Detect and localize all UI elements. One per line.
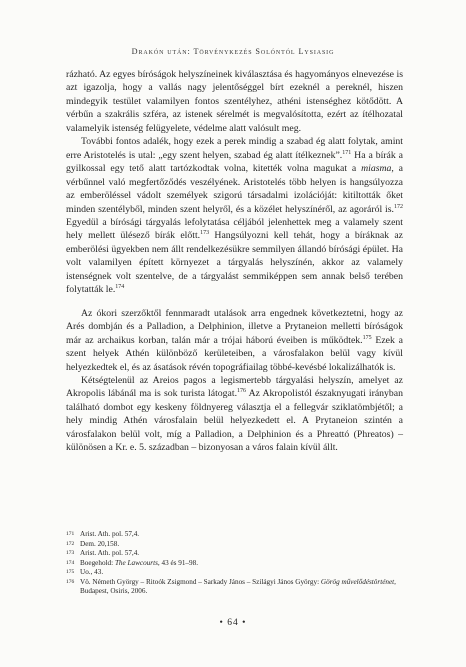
text-run: , 43 és 91–98. <box>157 558 199 567</box>
book-title: The Lawcourts <box>114 558 158 567</box>
footnote-number: 174 <box>66 559 75 566</box>
footnote-ref[interactable]: 175 <box>362 334 372 341</box>
footnote <box>66 559 403 569</box>
text-run: Ezek a szent helyek Athén különböző kerületeiben, a városfalakon belül vagy kívül helyezkedtek el, és az ásatások révén topográfiailag többé-kevésbé lokalizálhatók is. <box>66 334 403 373</box>
footnote <box>66 530 403 540</box>
body-text <box>66 68 403 455</box>
footnote-ref[interactable]: 174 <box>115 284 125 291</box>
footnote-text: Dem. 20,158. <box>80 539 120 548</box>
footnote <box>66 540 403 550</box>
text-run: , a vérbűnnel való megfertőződés veszélyének. Aristotelés több helyen is hangsúlyozza az emberöléssel vádolt személyek szigorú társadalmi izolációját: kitiltották őket minden szentélyből, minden szent helyről, és a közélet helyszínéről, az agoráról is. <box>66 163 404 215</box>
book-title: Görög művelődéstörténet <box>320 577 395 586</box>
paragraph: rázható. Az egyes bíróságok helyszíneinek kiválasztása és hagyományos elnevezése is azt igazolja, hogy a vallás nagy jelentőséggel bírt ezeknél a pereknél, hiszen mindegyik testület valamilyen fontos szentélyhez, athéni istenséghez kötődött. A vérbűn a szakrális szféra, az istenek sérelmét is megvalósította, ezért az ítélhozatal valamelyik istenség felügyelete, védelme alatt valósult meg. <box>66 69 403 134</box>
text-run: Boegehold: <box>80 558 115 567</box>
footnote-number: 171 <box>66 531 75 537</box>
running-head <box>0 47 466 56</box>
footnotes <box>66 530 403 597</box>
text-run: Hangsúlyozni kell tehát, hogy a bíráknak az emberölési ügyekben nem állt rendelkezésükre semmilyen állandó bírósági épület. Ha volt valamilyen épített környezet a tárgyalás helyszínén, akkor az valamely istenségnek volt szentelve, de a tárgyalást semmiképpen sem annak belső terében folytatták le. <box>66 230 403 296</box>
footnote-number: 176 <box>66 578 75 585</box>
running-head-text: Drakón után: Törvénykezés Solóntól Lysiasig <box>131 47 335 56</box>
footnote-ref[interactable]: 171 <box>342 149 352 156</box>
paragraph <box>66 374 403 455</box>
emphasis: miasma <box>361 163 392 175</box>
footnote <box>66 549 403 559</box>
footnote-ref[interactable]: 172 <box>394 203 403 210</box>
text-run: Egyedül a bírósági tárgyalás lefolytatása céljából jelenhettek meg a valamely szent hely mellett ülésező bírák előtt. <box>66 216 403 242</box>
footnote-number: 173 <box>66 550 75 556</box>
text-run: Az Akropolistól északnyugati irányban található dombot egy keskeny földnyereg választja el a fellegvár sziklatömbjétől; a hely mindig Athén városfalain belül helyezkedett el. A Prytaneion szintén a városfalakon belül volt, míg a Palladion, a Delphinion és a Phreattó (Phreatos) – különösen a Kr. e. 5. században – bizonyosan a város falain kívül állt. <box>66 388 404 454</box>
page-number: • 64 • <box>219 618 247 628</box>
footnote <box>66 568 403 578</box>
footnote-number: 172 <box>66 540 75 547</box>
paragraph <box>66 307 403 374</box>
footnote-text: Uo., 43. <box>80 568 104 576</box>
paragraph <box>66 135 403 296</box>
footnote-text: Arist. Ath. pol. 57,4. <box>80 549 140 557</box>
footnote-ref[interactable]: 176 <box>237 388 247 395</box>
footnote-text: Arist. Ath. pol. 57,4. <box>80 530 140 538</box>
footnote-ref[interactable]: 173 <box>200 230 210 237</box>
text-run: Ha a bírák a gyilkossal egy tető alatt tartózkodtak volna, kitették volna magukat a <box>66 149 404 175</box>
footnote <box>66 578 403 597</box>
text-run: Vö. Németh György – Ritoók Zsigmond – Sarkady János – Szilágyi János György: <box>80 577 321 586</box>
footnote-text <box>80 559 403 569</box>
text-run: További fontos adalék, hogy ezek a perek mindig a szabad ég alatt folytak, amint erre Aristotelés is utal: „egy szent helyen, szabad ég alatt ítélkeznek”. <box>66 136 403 161</box>
text-run: , Budapest, Osiris, 2006. <box>80 577 396 595</box>
footnote-number: 175 <box>66 569 75 575</box>
text-run: Kétségtelenül az Areios pagos a legismertebb tárgyalási helyszín, amelyet az Akropolis lábánál ma is sok turista látogat. <box>66 374 403 400</box>
footnote-text <box>80 578 403 597</box>
text-run: Az ókori szerzőktől fennmaradt utalások arra engednek következtetni, hogy az Arés dombján és a Palladion, a Delphinion, illetve a Prytaneion melletti bíróságok már az archaikus korban, talán már a trójai háború éveiben is működtek. <box>66 307 403 346</box>
